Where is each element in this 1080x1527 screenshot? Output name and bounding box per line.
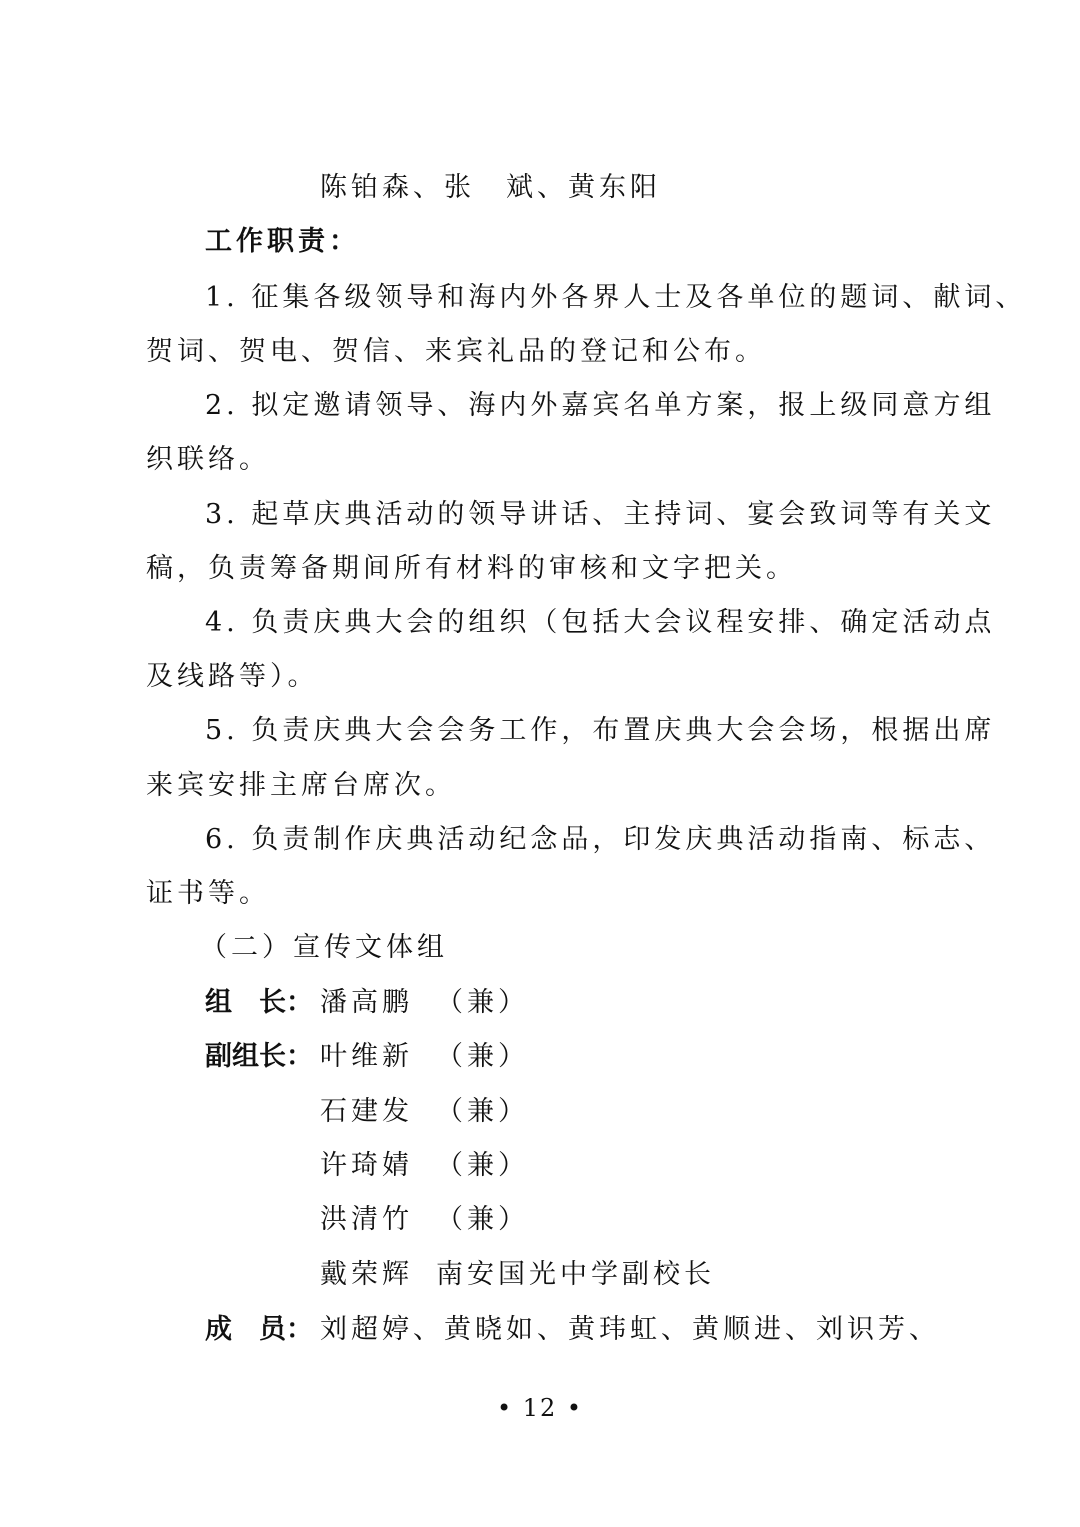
- duty-2-line-2: 织联络。: [146, 444, 270, 475]
- deputy-name: 叶维新: [320, 1041, 413, 1072]
- duties-heading: 工作职责：: [205, 226, 360, 257]
- duty-1-line-1: 1. 征集各级领导和海内外各界人士及各单位的题词、献词、: [205, 282, 1027, 313]
- page-number: • 12 •: [496, 1394, 584, 1422]
- deputy-label: 副组长：: [205, 1041, 313, 1072]
- deputy-name: 洪清竹: [320, 1204, 413, 1235]
- deputy-name: 石建发: [320, 1096, 413, 1127]
- leader-label: 组 长：: [205, 987, 313, 1018]
- deputy-note: （兼）: [436, 1096, 529, 1127]
- deputy-note: （兼）: [436, 1150, 529, 1181]
- duty-3-line-1: 3. 起草庆典活动的领导讲话、主持词、宴会致词等有关文: [205, 499, 996, 530]
- duty-5-line-1: 5. 负责庆典大会会务工作，布置庆典大会会场，根据出席: [205, 715, 996, 746]
- members-names: 刘超婷、黄晓如、黄玮虹、黄顺进、刘识芳、: [320, 1314, 940, 1345]
- deputy-note: （兼）: [436, 1041, 529, 1072]
- duty-3-line-2: 稿，负责筹备期间所有材料的审核和文字把关。: [146, 553, 797, 584]
- leader-name: 潘高鹏: [320, 987, 413, 1018]
- section-title: （二）宣传文体组: [200, 932, 448, 963]
- duty-6-line-2: 证书等。: [146, 878, 270, 909]
- duty-2-line-1: 2. 拟定邀请领导、海内外嘉宾名单方案，报上级同意方组: [205, 390, 996, 421]
- duty-1-line-2: 贺词、贺电、贺信、来宾礼品的登记和公布。: [146, 336, 766, 367]
- duty-4-line-2: 及线路等）。: [146, 661, 319, 692]
- duty-6-line-1: 6. 负责制作庆典活动纪念品，印发庆典活动指南、标志、: [205, 824, 996, 855]
- deputy-name: 戴荣辉: [320, 1259, 413, 1290]
- deputy-name: 许琦婧: [320, 1150, 413, 1181]
- members-label: 成 员：: [205, 1314, 313, 1345]
- leader-note: （兼）: [436, 987, 529, 1018]
- previous-members-line: 陈铂森、张 斌、黄东阳: [320, 172, 661, 203]
- duty-4-line-1: 4. 负责庆典大会的组织（包括大会议程安排、确定活动点: [205, 607, 996, 638]
- duty-5-line-2: 来宾安排主席台席次。: [146, 770, 456, 801]
- deputy-note: 南安国光中学副校长: [436, 1259, 715, 1290]
- deputy-note: （兼）: [436, 1204, 529, 1235]
